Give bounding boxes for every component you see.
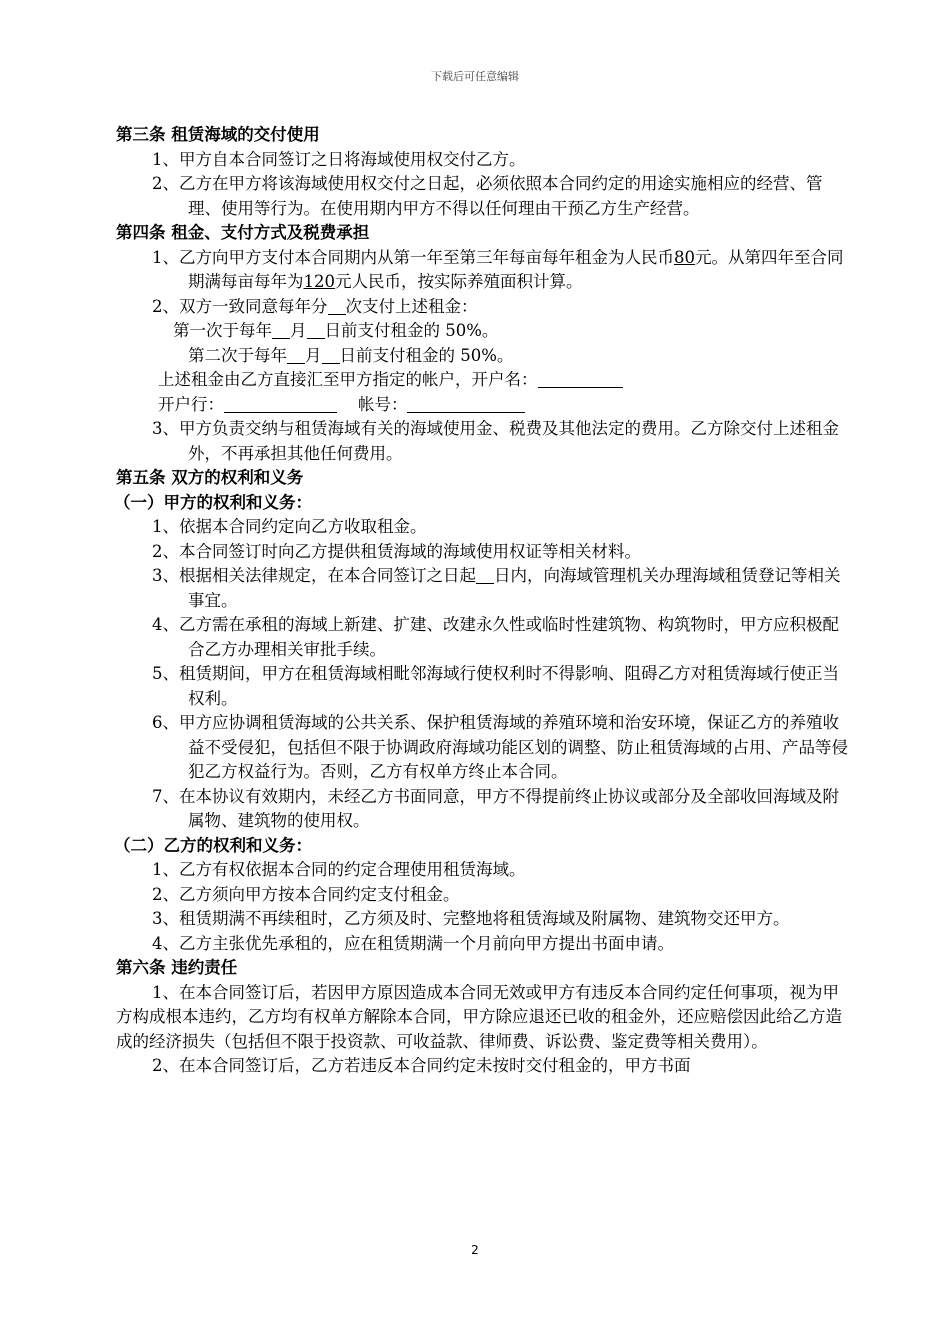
party-b-title: （二）乙方的权利和义务： <box>114 835 312 855</box>
pay1-text-a: 第一次于每年 <box>173 321 272 340</box>
article-4-item-1 <box>116 246 848 295</box>
bank-line <box>116 393 848 418</box>
bank-blank <box>224 394 337 413</box>
article-4-title: 第四条 租金、支付方式及税费承担 <box>116 223 370 242</box>
party-a-item-2: 2、本合同签订时向乙方提供租赁海域的海域使用权证等相关材料。 <box>152 541 641 561</box>
a3-text-b: 日内，向海域管理机关办理海域租赁登记等相关事宜。 <box>188 566 841 610</box>
party-b-item-4: 4、乙方主张优先承租的，应在租赁期满一个月前向甲方提出书面申请。 <box>152 933 674 953</box>
bank-label: 开户行： <box>158 394 224 414</box>
account-name-line <box>116 368 848 393</box>
payment-2-line <box>116 344 848 369</box>
article-6-para-1: 1、在本合同签订后，若因甲方原因造成本合同无效或甲方有违反本合同约定任何事项，视为甲方构成根本违约，乙方均有权单方解除本合同，甲方除应退还已收的租金外，还应赔偿因此给乙方造成的经济损失（包括但不限于投资款、可收益款、律师费、诉讼费、鉴定费等相关费用）。 <box>116 982 842 1051</box>
item1-text-c: 元人民币，按实际养殖面积计算。 <box>335 272 583 291</box>
installments-blank <box>328 296 346 315</box>
article-3-item-2: 2、乙方在甲方将该海域使用权交付之日起，必须依照本合同约定的用途实施相应的经营、管理、使用等行为。在使用期内甲方不得以任何理由干预乙方生产经营。 <box>152 174 823 218</box>
item2-text-a: 2、双方一致同意每年分 <box>152 296 328 316</box>
rent-amount-year-4-on: 120 <box>303 272 335 291</box>
account-number-label: 帐号： <box>357 394 408 414</box>
pay1-text-c: 日前支付租金的 50%。 <box>324 321 499 340</box>
pay2-text-a: 第二次于每年 <box>188 345 287 365</box>
party-a-item-3 <box>116 564 848 613</box>
article-6-para-2: 2、在本合同签订后，乙方若违反本合同约定未按时交付租金的，甲方书面 <box>152 1056 691 1075</box>
pay2-day-blank <box>322 345 340 364</box>
item1-text-a: 1、乙方向甲方支付本合同期内从第一年至第三年每亩每年租金为人民币 <box>152 247 674 267</box>
pay2-text-c: 日前支付租金的 50%。 <box>339 345 514 365</box>
party-b-item-1: 1、乙方有权依据本合同的约定合理使用租赁海域。 <box>152 860 526 879</box>
pay2-month-blank <box>287 345 305 364</box>
article-6-title: 第六条 违约责任 <box>116 958 238 977</box>
page-number: 2 <box>471 1243 479 1257</box>
party-a-title: （一）甲方的权利和义务： <box>114 492 312 512</box>
rent-amount-years-1-3: 80 <box>674 247 695 267</box>
pay1-month-blank <box>272 320 290 339</box>
pay1-day-blank <box>307 320 325 339</box>
party-b-item-2: 2、乙方须向甲方按本合同约定支付租金。 <box>152 884 460 904</box>
page-header: 下载后可任意编辑 <box>431 70 519 83</box>
document-body <box>116 123 848 1079</box>
payment-1-line <box>116 319 848 344</box>
party-b-item-3: 3、租赁期满不再续租时，乙方须及时、完整地将租赁海域及附属物、建筑物交还甲方。 <box>152 909 790 928</box>
pay2-text-b: 月 <box>305 345 322 365</box>
article-4-item-2 <box>116 295 848 320</box>
article-3-item-1: 1、甲方自本合同签订之日将海域使用权交付乙方。 <box>152 149 526 169</box>
article-4-item-3: 3、甲方负责交纳与租赁海域有关的海域使用金、税费及其他法定的费用。乙方除交付上述租金外，不再承担其他任何费用。 <box>152 419 839 463</box>
account-number-blank <box>407 394 525 413</box>
party-a-item-5: 5、租赁期间，甲方在租赁海域相毗邻海域行使权利时不得影响、阻碍乙方对租赁海域行使正当权利。 <box>152 664 839 708</box>
pay1-text-b: 月 <box>290 321 307 340</box>
party-a-item-7: 7、在本协议有效期内，未经乙方书面同意，甲方不得提前终止协议或部分及全部收回海域及附属物、建筑物的使用权。 <box>152 786 839 830</box>
article-3-title: 第三条 租赁海域的交付使用 <box>116 125 320 144</box>
party-a-item-6: 6、甲方应协调租赁海域的公共关系、保护租赁海域的养殖环境和治安环境，保证乙方的养殖收益不受侵犯，包括但不限于协调政府海域功能区划的调整、防止租赁海域的占用、产品等侵犯乙方权益行为。否则，乙方有权单方终止本合同。 <box>152 713 848 781</box>
account-text: 上述租金由乙方直接汇至甲方指定的帐户，开户名： <box>158 370 538 389</box>
article-5-title: 第五条 双方的权利和义务 <box>116 468 304 487</box>
party-a-item-1: 1、依据本合同约定向乙方收取租金。 <box>152 517 427 536</box>
registration-days-blank <box>476 565 494 584</box>
account-name-blank <box>538 369 623 388</box>
item1-text-b: 元。从第四年至合同期满每亩每年为 <box>188 247 844 291</box>
a3-text-a: 3、根据相关法律规定，在本合同签订之日起 <box>152 566 476 585</box>
item2-text-b: 次支付上述租金： <box>345 296 478 316</box>
party-a-item-4: 4、乙方需在承租的海域上新建、扩建、改建永久性或临时性建筑物、构筑物时，甲方应积极配合乙方办理相关审批手续。 <box>152 615 839 659</box>
